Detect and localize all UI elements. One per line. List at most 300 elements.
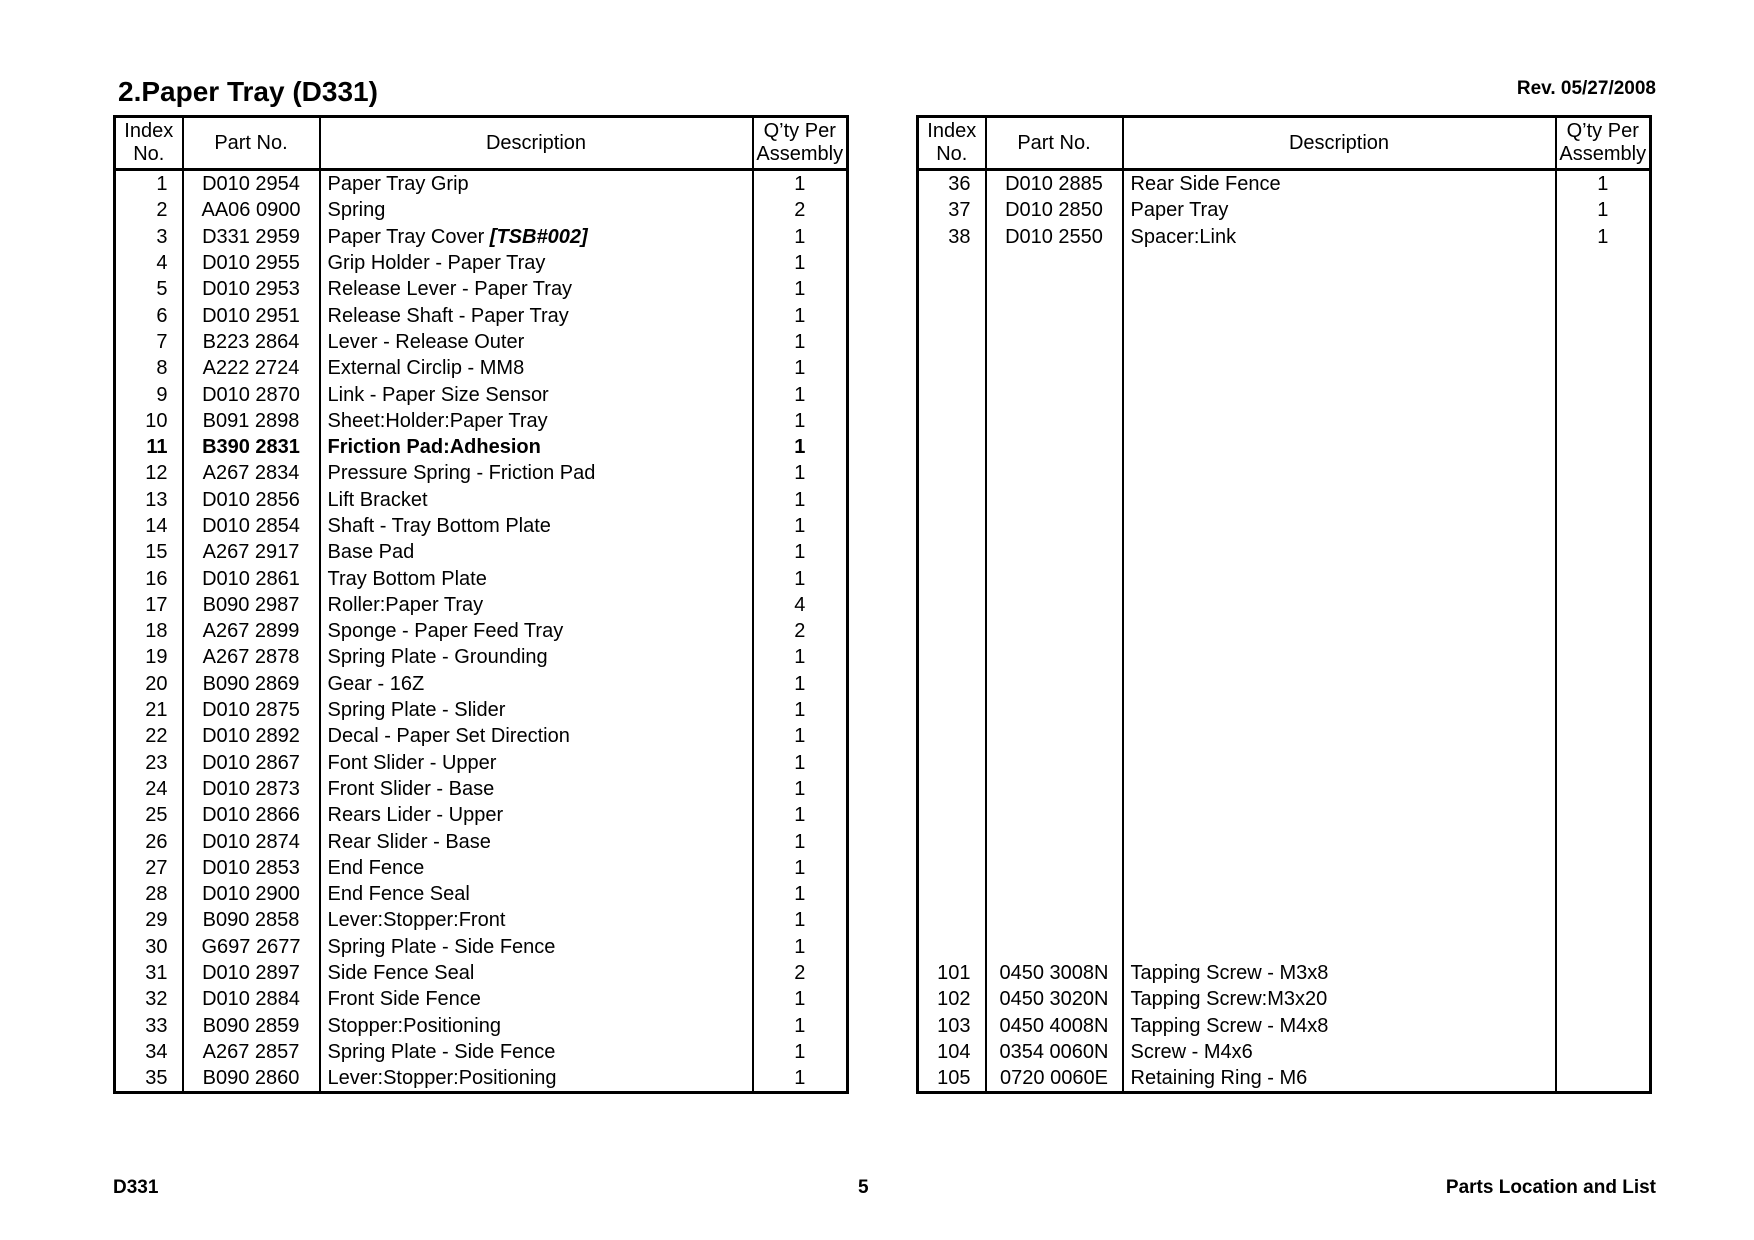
cell-index: 32	[115, 986, 183, 1012]
table-row	[918, 723, 1651, 749]
col-header-index: Index No.	[918, 117, 986, 170]
cell-index: 4	[115, 250, 183, 276]
cell-index: 17	[115, 592, 183, 618]
table-row	[918, 1013, 1651, 1039]
cell-part-no: D010 2885	[986, 170, 1123, 198]
cell-index: 26	[115, 828, 183, 854]
cell-description	[1123, 329, 1556, 355]
cell-index: 12	[115, 460, 183, 486]
cell-index	[918, 750, 986, 776]
cell-part-no: B223 2864	[183, 329, 320, 355]
cell-index: 28	[115, 881, 183, 907]
cell-index: 104	[918, 1039, 986, 1065]
cell-qty	[1556, 986, 1651, 1012]
cell-part-no	[986, 881, 1123, 907]
cell-description: Link - Paper Size Sensor	[320, 381, 753, 407]
cell-part-no	[986, 487, 1123, 513]
cell-qty: 1	[753, 802, 848, 828]
cell-part-no: B090 2860	[183, 1065, 320, 1093]
cell-description	[1123, 302, 1556, 328]
cell-qty: 1	[1556, 224, 1651, 250]
table-row	[115, 723, 848, 749]
cell-description: Rear Side Fence	[1123, 170, 1556, 198]
col-header-qty: Q’ty Per Assembly	[1556, 117, 1651, 170]
table-row	[918, 907, 1651, 933]
cell-description: Shaft - Tray Bottom Plate	[320, 513, 753, 539]
cell-part-no: D010 2867	[183, 750, 320, 776]
col-header-part-no: Part No.	[986, 117, 1123, 170]
cell-qty: 1	[1556, 170, 1651, 198]
cell-part-no	[986, 460, 1123, 486]
cell-index: 101	[918, 960, 986, 986]
parts-table-right	[916, 115, 1652, 1094]
cell-index	[918, 907, 986, 933]
cell-description	[1123, 828, 1556, 854]
cell-qty: 1	[753, 1013, 848, 1039]
table-row	[115, 1065, 848, 1093]
table-row	[115, 802, 848, 828]
cell-index	[918, 302, 986, 328]
table-row	[115, 592, 848, 618]
cell-qty: 1	[753, 329, 848, 355]
cell-part-no: A267 2878	[183, 644, 320, 670]
table-row	[115, 618, 848, 644]
table-row	[115, 276, 848, 302]
cell-qty	[1556, 750, 1651, 776]
table-row	[115, 408, 848, 434]
cell-part-no: A267 2834	[183, 460, 320, 486]
cell-index	[918, 513, 986, 539]
cell-qty	[1556, 513, 1651, 539]
cell-description: Retaining Ring - M6	[1123, 1065, 1556, 1093]
cell-description: End Fence	[320, 855, 753, 881]
cell-qty: 1	[753, 434, 848, 460]
cell-description: Lever - Release Outer	[320, 329, 753, 355]
cell-description: Grip Holder - Paper Tray	[320, 250, 753, 276]
cell-part-no: B090 2869	[183, 671, 320, 697]
cell-description: Front Side Fence	[320, 986, 753, 1012]
cell-qty: 1	[753, 170, 848, 198]
cell-qty: 1	[753, 934, 848, 960]
cell-description	[1123, 565, 1556, 591]
cell-index	[918, 276, 986, 302]
cell-qty: 1	[1556, 197, 1651, 223]
cell-part-no: B091 2898	[183, 408, 320, 434]
table-row	[115, 697, 848, 723]
cell-description: Roller:Paper Tray	[320, 592, 753, 618]
cell-description: Rear Slider - Base	[320, 828, 753, 854]
table-row	[918, 960, 1651, 986]
cell-part-no: D010 2951	[183, 302, 320, 328]
col-header-description: Description	[1123, 117, 1556, 170]
col-header-description: Description	[320, 117, 753, 170]
cell-index: 19	[115, 644, 183, 670]
table-row	[918, 513, 1651, 539]
cell-part-no	[986, 618, 1123, 644]
table-row	[918, 802, 1651, 828]
table-row	[918, 302, 1651, 328]
cell-index	[918, 408, 986, 434]
cell-index	[918, 802, 986, 828]
table-row	[115, 828, 848, 854]
table-row	[918, 618, 1651, 644]
page-title: 2.Paper Tray (D331)	[118, 76, 378, 107]
cell-description: Spring Plate - Slider	[320, 697, 753, 723]
cell-index: 36	[918, 170, 986, 198]
footer-model: D331	[113, 1177, 159, 1198]
cell-description	[1123, 776, 1556, 802]
cell-index: 18	[115, 618, 183, 644]
cell-description: Font Slider - Upper	[320, 750, 753, 776]
cell-qty: 1	[753, 671, 848, 697]
table-row	[918, 565, 1651, 591]
cell-index: 16	[115, 565, 183, 591]
cell-qty	[1556, 697, 1651, 723]
table-row	[115, 487, 848, 513]
cell-part-no	[986, 513, 1123, 539]
cell-part-no: D010 2550	[986, 224, 1123, 250]
cell-index: 21	[115, 697, 183, 723]
cell-index	[918, 460, 986, 486]
cell-index	[918, 434, 986, 460]
cell-index: 23	[115, 750, 183, 776]
cell-qty	[1556, 776, 1651, 802]
cell-index: 10	[115, 408, 183, 434]
cell-description: Rears Lider - Upper	[320, 802, 753, 828]
cell-description: Base Pad	[320, 539, 753, 565]
cell-description: Paper Tray Grip	[320, 170, 753, 198]
table-row	[115, 513, 848, 539]
cell-description	[1123, 434, 1556, 460]
cell-qty	[1556, 1065, 1651, 1093]
table-row	[918, 1039, 1651, 1065]
cell-part-no: D010 2873	[183, 776, 320, 802]
cell-qty: 1	[753, 302, 848, 328]
table-header-row	[115, 117, 848, 170]
cell-part-no: AA06 0900	[183, 197, 320, 223]
cell-description: Spring Plate - Side Fence	[320, 1039, 753, 1065]
table-row	[918, 776, 1651, 802]
cell-part-no: D010 2900	[183, 881, 320, 907]
table-row	[115, 1013, 848, 1039]
cell-qty	[1556, 618, 1651, 644]
table-row	[918, 381, 1651, 407]
cell-index: 15	[115, 539, 183, 565]
cell-part-no: D010 2953	[183, 276, 320, 302]
cell-qty: 1	[753, 487, 848, 513]
cell-index	[918, 329, 986, 355]
cell-index: 24	[115, 776, 183, 802]
cell-index	[918, 644, 986, 670]
cell-qty: 1	[753, 855, 848, 881]
table-row	[115, 539, 848, 565]
cell-description	[1123, 907, 1556, 933]
cell-qty	[1556, 250, 1651, 276]
cell-qty	[1556, 276, 1651, 302]
cell-qty	[1556, 644, 1651, 670]
cell-part-no	[986, 723, 1123, 749]
cell-part-no	[986, 750, 1123, 776]
cell-qty: 4	[753, 592, 848, 618]
cell-qty	[1556, 1039, 1651, 1065]
cell-index	[918, 881, 986, 907]
cell-index	[918, 487, 986, 513]
cell-description	[1123, 671, 1556, 697]
cell-part-no	[986, 802, 1123, 828]
table-row	[115, 907, 848, 933]
cell-qty: 2	[753, 197, 848, 223]
table-row	[918, 539, 1651, 565]
table-row	[918, 592, 1651, 618]
cell-qty: 1	[753, 907, 848, 933]
cell-description: Release Shaft - Paper Tray	[320, 302, 753, 328]
cell-description	[1123, 487, 1556, 513]
table-row	[115, 934, 848, 960]
cell-part-no: 0450 3020N	[986, 986, 1123, 1012]
cell-part-no	[986, 934, 1123, 960]
table-row	[115, 381, 848, 407]
cell-qty	[1556, 723, 1651, 749]
cell-qty: 1	[753, 513, 848, 539]
cell-qty	[1556, 960, 1651, 986]
cell-description	[1123, 750, 1556, 776]
cell-description: Stopper:Positioning	[320, 1013, 753, 1039]
cell-part-no	[986, 355, 1123, 381]
cell-index: 13	[115, 487, 183, 513]
cell-qty: 1	[753, 224, 848, 250]
cell-part-no	[986, 855, 1123, 881]
table-row	[115, 565, 848, 591]
cell-qty: 1	[753, 723, 848, 749]
revision-date: Rev. 05/27/2008	[1516, 78, 1656, 99]
cell-description	[1123, 697, 1556, 723]
cell-description	[1123, 592, 1556, 618]
cell-index: 30	[115, 934, 183, 960]
cell-qty: 1	[753, 276, 848, 302]
cell-description: Lift Bracket	[320, 487, 753, 513]
cell-description	[1123, 539, 1556, 565]
cell-description: Spring Plate - Grounding	[320, 644, 753, 670]
cell-part-no	[986, 907, 1123, 933]
cell-description	[1123, 250, 1556, 276]
table-row	[918, 1065, 1651, 1093]
cell-qty: 2	[753, 618, 848, 644]
cell-description: Tapping Screw - M4x8	[1123, 1013, 1556, 1039]
cell-description: Release Lever - Paper Tray	[320, 276, 753, 302]
cell-index: 3	[115, 224, 183, 250]
cell-index: 20	[115, 671, 183, 697]
cell-description: Lever:Stopper:Front	[320, 907, 753, 933]
cell-part-no: D010 2897	[183, 960, 320, 986]
table-row	[918, 644, 1651, 670]
cell-description	[1123, 460, 1556, 486]
cell-index: 29	[115, 907, 183, 933]
cell-qty: 1	[753, 986, 848, 1012]
table-row	[115, 750, 848, 776]
table-row	[918, 986, 1651, 1012]
table-row	[115, 855, 848, 881]
table-row	[115, 1039, 848, 1065]
cell-description: Tray Bottom Plate	[320, 565, 753, 591]
cell-index: 31	[115, 960, 183, 986]
table-row	[115, 170, 848, 198]
cell-index: 1	[115, 170, 183, 198]
cell-part-no: A222 2724	[183, 355, 320, 381]
cell-index	[918, 565, 986, 591]
col-header-part-no: Part No.	[183, 117, 320, 170]
cell-qty: 1	[753, 1065, 848, 1093]
table-row	[115, 986, 848, 1012]
table-row	[918, 197, 1651, 223]
cell-qty: 1	[753, 408, 848, 434]
cell-index	[918, 697, 986, 723]
cell-qty: 1	[753, 881, 848, 907]
cell-description: Sheet:Holder:Paper Tray	[320, 408, 753, 434]
cell-description	[1123, 355, 1556, 381]
cell-part-no	[986, 329, 1123, 355]
cell-part-no	[986, 434, 1123, 460]
cell-description: Front Slider - Base	[320, 776, 753, 802]
table-row	[918, 671, 1651, 697]
cell-part-no: D010 2850	[986, 197, 1123, 223]
table-row	[115, 881, 848, 907]
table-row	[918, 224, 1651, 250]
cell-qty: 1	[753, 644, 848, 670]
cell-description: Gear - 16Z	[320, 671, 753, 697]
table-row	[115, 355, 848, 381]
table-row	[115, 960, 848, 986]
table-row	[918, 855, 1651, 881]
table-row	[918, 750, 1651, 776]
cell-index: 33	[115, 1013, 183, 1039]
table-row	[115, 434, 848, 460]
cell-part-no	[986, 671, 1123, 697]
cell-index	[918, 250, 986, 276]
cell-description: Side Fence Seal	[320, 960, 753, 986]
cell-part-no: G697 2677	[183, 934, 320, 960]
cell-part-no: D010 2892	[183, 723, 320, 749]
cell-qty	[1556, 592, 1651, 618]
table-row	[115, 329, 848, 355]
cell-index: 5	[115, 276, 183, 302]
cell-qty	[1556, 1013, 1651, 1039]
cell-description	[1123, 802, 1556, 828]
cell-part-no: D010 2853	[183, 855, 320, 881]
cell-description: Tapping Screw - M3x8	[1123, 960, 1556, 986]
cell-index	[918, 855, 986, 881]
cell-part-no: 0450 4008N	[986, 1013, 1123, 1039]
tsb-note: [TSB#002]	[489, 225, 588, 248]
cell-description: Sponge - Paper Feed Tray	[320, 618, 753, 644]
cell-index	[918, 828, 986, 854]
cell-qty: 1	[753, 539, 848, 565]
cell-part-no: D010 2875	[183, 697, 320, 723]
cell-qty	[1556, 565, 1651, 591]
cell-qty: 1	[753, 250, 848, 276]
table-row	[115, 224, 848, 250]
table-row	[115, 644, 848, 670]
cell-part-no	[986, 408, 1123, 434]
cell-index: 22	[115, 723, 183, 749]
cell-part-no	[986, 276, 1123, 302]
cell-qty	[1556, 671, 1651, 697]
table-row	[918, 250, 1651, 276]
cell-qty	[1556, 539, 1651, 565]
cell-part-no: D010 2854	[183, 513, 320, 539]
cell-qty: 1	[753, 828, 848, 854]
table-row	[918, 487, 1651, 513]
cell-description: Friction Pad:Adhesion	[320, 434, 753, 460]
cell-qty	[1556, 408, 1651, 434]
cell-qty: 1	[753, 1039, 848, 1065]
footer-section: Parts Location and List	[1445, 1177, 1656, 1198]
cell-description: Screw - M4x6	[1123, 1039, 1556, 1065]
cell-part-no	[986, 697, 1123, 723]
cell-part-no	[986, 592, 1123, 618]
cell-index: 25	[115, 802, 183, 828]
cell-index: 2	[115, 197, 183, 223]
col-header-qty: Q’ty Per Assembly	[753, 117, 848, 170]
cell-description: Spring Plate - Side Fence	[320, 934, 753, 960]
cell-qty	[1556, 302, 1651, 328]
cell-description	[1123, 723, 1556, 749]
cell-index: 102	[918, 986, 986, 1012]
cell-qty	[1556, 907, 1651, 933]
cell-part-no: D010 2870	[183, 381, 320, 407]
cell-part-no: A267 2899	[183, 618, 320, 644]
cell-index: 38	[918, 224, 986, 250]
cell-index: 37	[918, 197, 986, 223]
footer-page-number: 5	[858, 1177, 869, 1198]
cell-index: 103	[918, 1013, 986, 1039]
cell-index: 34	[115, 1039, 183, 1065]
cell-index	[918, 618, 986, 644]
cell-description: Pressure Spring - Friction Pad	[320, 460, 753, 486]
cell-description: Tapping Screw:M3x20	[1123, 986, 1556, 1012]
cell-description	[1123, 276, 1556, 302]
cell-qty	[1556, 828, 1651, 854]
cell-index	[918, 355, 986, 381]
cell-part-no: D331 2959	[183, 224, 320, 250]
cell-index: 105	[918, 1065, 986, 1093]
cell-description	[1123, 513, 1556, 539]
cell-part-no: B090 2859	[183, 1013, 320, 1039]
cell-part-no: B390 2831	[183, 434, 320, 460]
cell-index: 14	[115, 513, 183, 539]
cell-part-no: 0450 3008N	[986, 960, 1123, 986]
cell-qty: 1	[753, 460, 848, 486]
cell-part-no: D010 2884	[183, 986, 320, 1012]
cell-qty: 1	[753, 565, 848, 591]
table-row	[918, 276, 1651, 302]
cell-part-no: B090 2858	[183, 907, 320, 933]
cell-part-no	[986, 828, 1123, 854]
cell-part-no	[986, 776, 1123, 802]
cell-part-no	[986, 381, 1123, 407]
cell-description	[1123, 644, 1556, 670]
cell-qty	[1556, 881, 1651, 907]
cell-index: 35	[115, 1065, 183, 1093]
cell-part-no: D010 2856	[183, 487, 320, 513]
cell-qty: 1	[753, 697, 848, 723]
cell-qty	[1556, 329, 1651, 355]
cell-index	[918, 539, 986, 565]
cell-description: Lever:Stopper:Positioning	[320, 1065, 753, 1093]
cell-part-no: A267 2857	[183, 1039, 320, 1065]
cell-description: Spacer:Link	[1123, 224, 1556, 250]
cell-index: 11	[115, 434, 183, 460]
cell-index: 8	[115, 355, 183, 381]
